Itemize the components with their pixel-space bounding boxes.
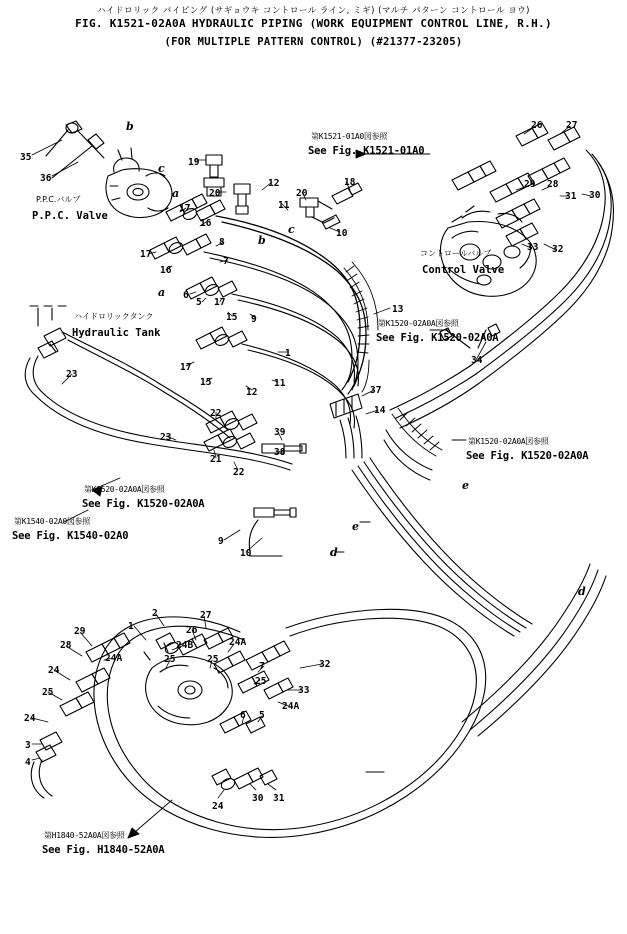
ref-k1520-02a0a-top-en: See Fig. K1520-02A0A — [376, 332, 499, 344]
part-number-callout: 5 — [259, 710, 265, 721]
ref-h1840-52a0a-en: See Fig. H1840-52A0A — [42, 844, 165, 856]
part-number-callout: 7 — [223, 256, 229, 267]
part-number-callout: 26 — [186, 625, 198, 636]
part-number-callout: 27 — [200, 610, 212, 621]
ref-k1520-02a0a-right-en: See Fig. K1520-02A0A — [466, 450, 589, 462]
part-number-callout: 9 — [251, 314, 257, 325]
part-number-callout: 22 — [210, 408, 222, 419]
section-letter: a — [158, 286, 166, 299]
part-number-callout: 24A — [105, 653, 123, 664]
part-number-callout: 16 — [160, 265, 172, 276]
part-number-callout: 24B — [176, 640, 194, 651]
ref-h1840-52a0a-jp: 第H1840-52A0A図参照 — [44, 831, 125, 840]
hydraulic-tank-label-jp: ハイドロリックタンク — [74, 312, 154, 321]
ref-k1540-02a0-en: See Fig. K1540-02A0 — [12, 530, 129, 542]
part-number-callout: 28 — [547, 179, 559, 190]
part-number-callout: 8 — [219, 237, 225, 248]
part-number-callout: 24 — [24, 713, 36, 724]
part-number-callout: 37 — [370, 385, 382, 396]
hydraulic-tank-label-en: Hydraulic Tank — [72, 327, 161, 339]
part-number-callout: 17 — [179, 203, 191, 214]
section-letter: c — [288, 223, 295, 236]
ref-k1520-02a0a-top-jp: 第K1520-02A0A図参照 — [378, 319, 459, 328]
part-number-callout: 29 — [524, 179, 536, 190]
section-letter: d — [330, 546, 338, 559]
part-number-callout: 24A — [282, 701, 300, 712]
part-number-callout: 22 — [233, 467, 245, 478]
part-number-callout: 3 — [25, 740, 31, 751]
ppc-valve-label-jp: P.P.C.バルブ — [36, 195, 81, 204]
part-number-callout: 10 — [336, 228, 348, 239]
part-number-callout: 25 — [164, 654, 176, 665]
part-number-callout: 30 — [589, 190, 601, 201]
section-letter: d — [578, 585, 586, 598]
part-number-callout: 13 — [392, 304, 404, 315]
part-number-callout: 38 — [274, 447, 286, 458]
part-number-callout: 23 — [160, 432, 172, 443]
control-valve-label-en: Control Valve — [422, 264, 505, 276]
part-number-callout: 34 — [471, 355, 483, 366]
part-number-callout: 1 — [128, 621, 134, 632]
ref-k1520-02a0a-mid-en: See Fig. K1520-02A0A — [82, 498, 205, 510]
part-number-callout: 20 — [296, 188, 308, 199]
section-letter: c — [158, 162, 165, 175]
figure-number: FIG. K1521-02A0A — [75, 17, 186, 30]
part-number-callout: 12 — [246, 387, 258, 398]
ppc-valve-label-en: P.P.C. Valve — [32, 210, 108, 222]
part-number-callout: 17 — [140, 249, 152, 260]
part-number-callout: 36 — [40, 173, 52, 184]
part-number-callout: 35 — [20, 152, 32, 163]
part-number-callout: 17 — [214, 297, 226, 308]
part-number-callout: 16 — [200, 218, 212, 229]
part-number-callout: 20 — [209, 188, 221, 199]
part-number-callout: 24 — [48, 665, 60, 676]
part-number-callout: 27 — [566, 120, 578, 131]
title-main-text: HYDRAULIC PIPING (WORK EQUIPMENT CONTROL LINE, R.H.) — [191, 17, 552, 30]
part-number-callout: 26 — [531, 120, 543, 131]
part-number-callout: 1 — [285, 348, 291, 359]
ref-k1520-02a0a-right-jp: 第K1520-02A0A図参照 — [468, 437, 549, 446]
section-letter: e — [352, 520, 359, 533]
part-number-callout: 17 — [180, 362, 192, 373]
part-number-callout: 11 — [278, 200, 290, 211]
part-number-callout: 32 — [319, 659, 331, 670]
part-number-callout: 30 — [252, 793, 264, 804]
part-number-callout: 4 — [25, 757, 31, 768]
part-number-callout: 25 — [42, 687, 54, 698]
part-number-callout: 28 — [60, 640, 72, 651]
ref-k1521-01a0-jp: 第K1521-01A0図参照 — [311, 132, 387, 141]
ref-k1520-02a0a-mid-jp: 第K1520-02A0A図参照 — [84, 485, 165, 494]
title-japanese: ハイドロリック パイピング (サギョウキ コントロール ライン, ミギ) (マルチ パターン コントロール ヨウ) — [96, 6, 530, 16]
title-subtitle: (FOR MULTIPLE PATTERN CONTROL) (#21377-23205) — [164, 36, 463, 48]
section-letter: b — [258, 234, 266, 247]
part-number-callout: 24A — [229, 637, 247, 648]
part-number-callout: 29 — [74, 626, 86, 637]
part-number-callout: 24 — [212, 801, 224, 812]
part-number-callout: 6 — [240, 710, 246, 721]
part-number-callout: 6 — [183, 290, 189, 301]
part-number-callout: 33 — [527, 242, 539, 253]
section-letter: b — [126, 120, 134, 133]
part-number-callout: 19 — [188, 157, 200, 168]
part-number-callout: 2 — [152, 608, 158, 619]
part-number-callout: 15 — [200, 377, 212, 388]
part-number-callout: 14 — [374, 405, 386, 416]
part-number-callout: 23 — [66, 369, 78, 380]
part-number-callout: 33 — [298, 685, 310, 696]
ref-k1540-02a0-jp: 第K1540-02A0図参照 — [14, 517, 90, 526]
part-number-callout: 25 — [207, 654, 219, 665]
section-letter: a — [172, 187, 180, 200]
part-number-callout: 12 — [268, 178, 280, 189]
part-number-callout: 5 — [196, 297, 202, 308]
part-number-callout: 31 — [273, 793, 285, 804]
section-letter: e — [462, 479, 469, 492]
part-number-callout: 32 — [552, 244, 564, 255]
part-number-callout: 7 — [259, 661, 265, 672]
part-number-callout: 31 — [565, 191, 577, 202]
part-number-callout: 10 — [240, 548, 252, 559]
part-number-callout: 39 — [274, 427, 286, 438]
part-number-callout: 21 — [210, 454, 222, 465]
ref-k1521-01a0-en: See Fig. K1521-01A0 — [308, 145, 425, 157]
part-number-callout: 9 — [218, 536, 224, 547]
part-number-callout: 15 — [226, 312, 238, 323]
part-number-callout: 18 — [344, 177, 356, 188]
part-number-callout: 25 — [255, 676, 267, 687]
part-number-callout: 11 — [274, 378, 286, 389]
control-valve-label-jp: コントロールバルブ — [420, 249, 492, 258]
